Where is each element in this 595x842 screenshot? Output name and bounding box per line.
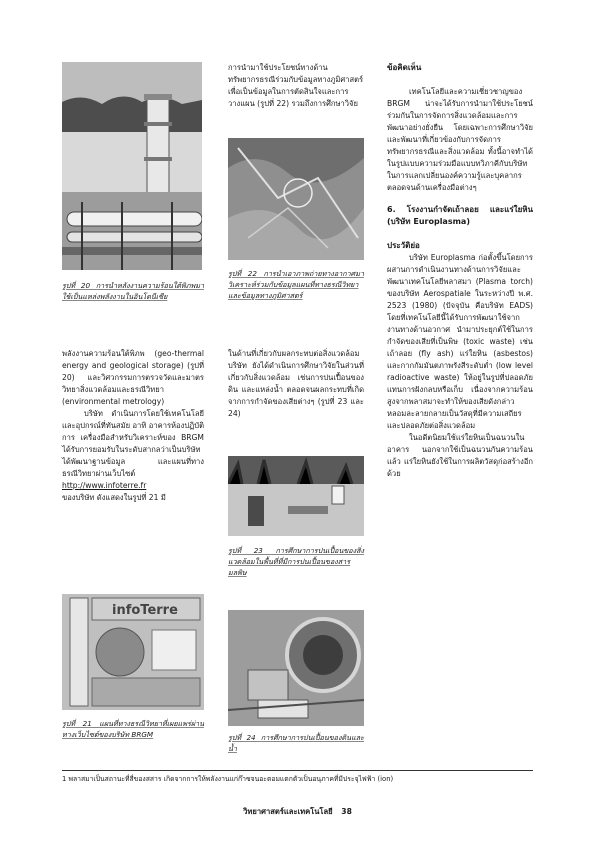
- opinion-heading: ข้อคิดเห็น: [387, 63, 422, 72]
- figure-23-caption: รูปที่ 23 การศึกษาการปนเปื้อนของสิ่งแวดล้อมในพื้นที่ที่มีการปนเปื้อนของสารมลพิษ: [228, 546, 364, 577]
- europlasma-history-paragraph: บริษัท Europlasma ก่อตั้งขึ้นโดยการผสานการดำเนินงานทางด้านการวิจัยและพัฒนาเทคโนโลยีพลาสมา (Plasma torch) ของบริษัท Aerospatiale ในระหว่างปี พ.ศ. 2523 (1980) (ปัจจุบัน คือบริษัท EADS) โดยที่เทคโนโลยีนี้ได้รับการพัฒนาใช้จากงานทางด้านอวกาศ นำมาประยุกต์ใช้ในการกำจัดของเสียที่เป็นพิษ (toxic waste) เช่น เถ้าลอย (fly ash) แร่ใยหิน (asbestos) และกากกัมมันตภาพรังสีระดับต่ำ (low level radioactive waste) ให้อยู่ในรูปที่ปลอดภัย แทนการฝังกลบหรือเก็บ เนื่องจากความร้อนสูงจากพลาสมาจะทำให้ของเสียดังกล่าวหลอมละลายกลายเป็นวัสดุที่มีความเสถียรและปลอดภัยต่อสิ่งแวดล้อม: [387, 253, 533, 430]
- page-footer: [0, 806, 595, 818]
- journal-name: วิทยาศาสตร์และเทคโนโลยี: [243, 807, 333, 816]
- footnote-divider: [62, 770, 533, 771]
- europlasma-section-heading: 6. โรงงานกำจัดเถ้าลอย และแร่ใยหิน (บริษัท Europlasma): [387, 205, 533, 226]
- infoterre-link[interactable]: http://www.infoterre.fr: [62, 481, 147, 490]
- col1-paragraph-3: ของบริษัท ดังแสดงในรูปที่ 21 มี: [62, 493, 166, 502]
- footnote: 1 พลาสมาเป็นสถานะที่สี่ของสสาร เกิดจากการให้พลังงานแก่ก๊าซจนอะตอมแตกตัวเป็นอนุภาคที่มีประจุไฟฟ้า (ion): [62, 775, 394, 783]
- asbestos-paragraph: ในอดีตนิยมใช้แร่ใยหินเป็นฉนวนในอาคาร นอกจากใช้เป็นฉนวนกันความร้อนแล้ว แร่ใยหินยังใช้ในการผลิตวัสดุก่อสร้างอีกด้วย: [387, 433, 533, 478]
- column-1-text: [62, 348, 204, 504]
- col1-paragraph-2: บริษัท ดำเนินการโดยใช้เทคโนโลยีและอุปกรณ์ที่ทันสมัย อาทิ อาคารห้องปฏิบัติการ เครื่องมือสำหรับวิเคราะห์ของ BRGM ได้รับการยอมรับในระดับสากลว่าเป็นบริษัท ได้พัฒนาฐานข้อมูล และแผนที่ทางธรณีวิทยาผ่านเว็บไซต์: [62, 409, 204, 478]
- infoterre-website-screenshot: [62, 594, 204, 710]
- figure-22-caption: รูปที่ 22 การนำเอาภาพถ่ายทางอากาศมาวิเคราะห์ร่วมกับข้อมูลแผนที่ทางธรณีวิทยาและข้อมูลทางภูมิศาสตร์: [228, 269, 364, 300]
- figure-20-caption: รูปที่ 20 การนำหลังงานความร้อนใต้พิภพมาใช้เป็นแหล่งพลังงานในอินโดนีเซีย: [62, 281, 204, 301]
- history-heading: ประวัติย่อ: [387, 241, 420, 250]
- svg-text:infoTerre: infoTerre: [112, 603, 178, 618]
- col1-paragraph-1: พลังงานความร้อนใต้พิภพ (geo-thermal energy and geological storage) (รูปที่ 20) และวิศวกรรมการตรวจวัดและมาตรวิทยาสิ่งแวดล้อมและธรณีวิทยา (environmental metrology): [62, 349, 204, 406]
- aerial-photo-analysis: [228, 138, 364, 260]
- geothermal-plant-photo: [62, 62, 202, 270]
- column-3-text: [387, 62, 533, 480]
- soil-water-study-photo: [228, 610, 364, 726]
- col2-paragraph-1: การนำมาใช้ประโยชน์ทางด้านทรัพยากรธรณีร่วมกับข้อมูลทางภูมิศาสตร์เพื่อเป็นข้อมูลในการตัดสินใจและการวางแผน (รูปที่ 22) รวมถึงการศึกษาวิจัย: [228, 63, 364, 108]
- col2-paragraph-2: ในด้านที่เกี่ยวกับผลกระทบต่อสิ่งแวดล้อมบริษัท ยังได้ดำเนินการศึกษาวิจัยในส่วนที่เกี่ยวกับสิ่งแวดล้อม เช่นการปนเปื้อนของดิน และแหล่งน้ำ ตลอดจนผลกระทบที่เกิดจากการกำจัดของเสียต่างๆ (รูปที่ 23 และ 24): [228, 349, 364, 418]
- figure-21-caption: รูปที่ 21 แผนที่ทางธรณีวิทยาที่เผยแพร่ผ่านทางเว็บไซต์ของบริษัท BRGM: [62, 719, 204, 739]
- page-number: 38: [341, 807, 352, 816]
- contamination-site-photo: [228, 456, 364, 536]
- figure-24-caption: รูปที่ 24 การศึกษาการปนเปื้อนของดินและน้ำ: [228, 733, 364, 753]
- opinion-paragraph: เทคโนโลยีและความเชี่ยวชาญของ BRGM น่าจะได้รับการนำมาใช้ประโยชน์ร่วมกันในการจัดการสิ่งแวดล้อมและการพัฒนาอย่างยั่งยืน โดยเฉพาะการศึกษาวิจัยและพัฒนาที่เกี่ยวข้องกับการจัดการทรัพยากรธรณีและสิ่งแวดล้อม ทั้งนี้อาจทำได้ในรูปแบบความร่วมมือแบบทวิภาคีกับบริษัท ในการแลกเปลี่ยนองค์ความรู้และบุคลากร ตลอดจนด้านเครื่องมือต่างๆ: [387, 87, 533, 192]
